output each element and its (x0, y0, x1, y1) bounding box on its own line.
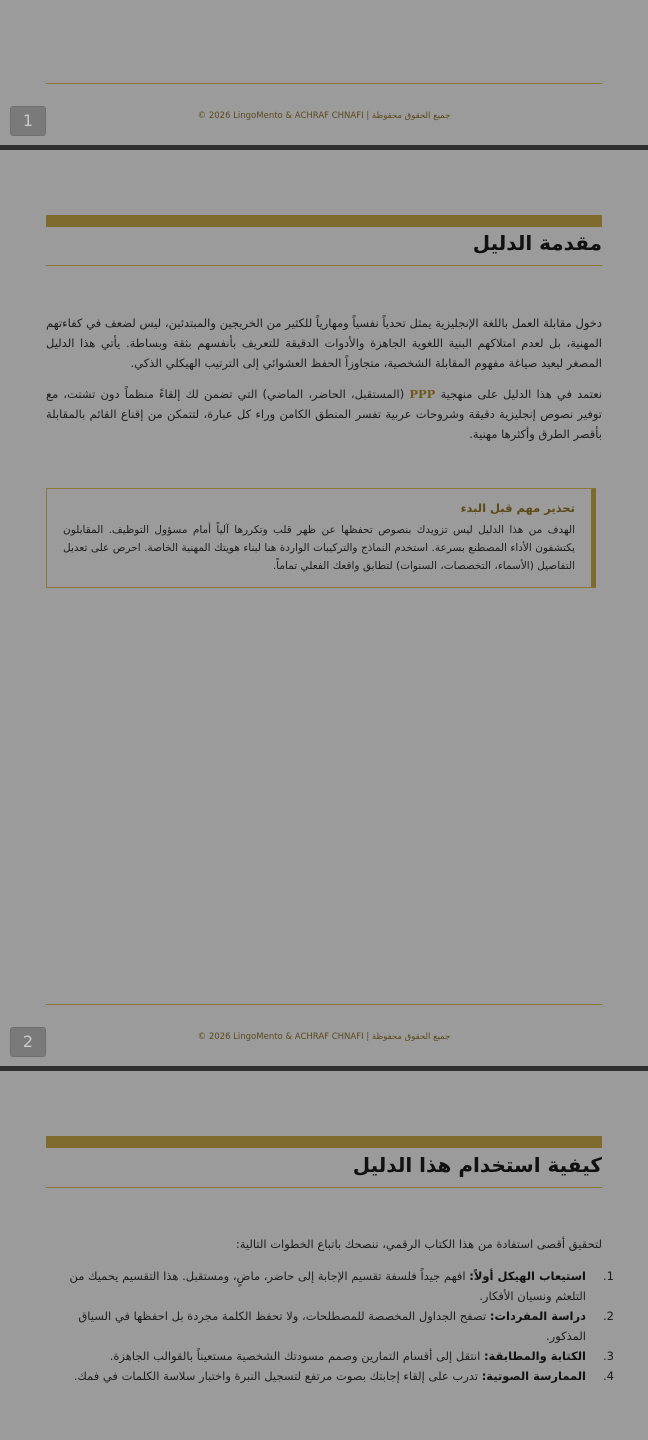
list-item (46, 1266, 614, 1306)
methodology-text-start: نعتمد في هذا الدليل على منهجية (440, 387, 603, 401)
step-label: استيعاب الهيكل أولاً: (469, 1269, 586, 1283)
section-header-bar (46, 1136, 602, 1148)
step-label: دراسة المفردات: (489, 1309, 586, 1323)
title-divider (46, 265, 602, 266)
methodology-paragraph (46, 384, 602, 444)
footer-divider (46, 83, 602, 84)
step-number: 4. (603, 1369, 614, 1383)
step-text: تصفح الجداول المخصصة للمصطلحات، ولا تحفظ الكلمة مجردة بل احفظها في السياق المذكور. (78, 1309, 586, 1343)
page-break (0, 145, 648, 150)
step-number: 1. (603, 1269, 614, 1283)
steps-list (46, 1266, 614, 1386)
list-item (46, 1306, 614, 1346)
footer-divider (46, 1004, 602, 1005)
page-break (0, 1066, 648, 1071)
section-header-bar (46, 215, 602, 227)
footer-copyright: © 2026 LingoMento & ACHRAF CHNAFI | جميع الحقوق محفوظة (197, 1032, 451, 1042)
page-title: كيفية استخدام هذا الدليل (352, 1153, 602, 1177)
intro-paragraph: دخول مقابلة العمل باللغة الإنجليزية يمثل تحدياً نفسياً ومهارياً للكثير من الخريجين والمبتدئين، ليس لضعف في كفاءتهم المهنية، بل لعدم امتلاكهم البنية اللغوية الجاهزة والأدوات الدقيقة للتعريف بأنفسهم بثقة وبساطة. يأتي هذا الدليل المصغر ليعيد صياغة مفهوم المقابلة الشخصية، متجاوزاً الحفظ العشوائي إلى الترتيب الهيكلي الذكي. (46, 316, 602, 370)
step-text: افهم جيداً فلسفة تقسيم الإجابة إلى حاضر، ماضٍ، ومستقبل. هذا التقسيم يحميك من التلعثم ونسيان الأفكار. (69, 1269, 586, 1303)
warning-callout (46, 488, 596, 588)
ppp-highlight: PPP (409, 387, 436, 401)
step-number: 2. (603, 1309, 614, 1323)
step-text: تدرب على إلقاء إجابتك بصوت مرتفع لتسجيل النبرة واختبار سلاسة الكلمات في فمك. (73, 1369, 479, 1383)
page-title: مقدمة الدليل (472, 231, 602, 255)
warning-title: تحذير مهم قبل البدء (460, 501, 575, 515)
page-number-badge: 2 (10, 1027, 46, 1057)
step-label: الكتابة والمطابقة: (483, 1349, 586, 1363)
step-number: 3. (603, 1349, 614, 1363)
step-text: انتقل إلى أقسام التمارين وصمم مسودتك الشخصية مستعيناً بالقوالب الجاهزة. (109, 1349, 481, 1363)
list-item (46, 1346, 614, 1366)
step-label: الممارسة الصوتية: (481, 1369, 586, 1383)
usage-intro: لتحقيق أقصى استفادة من هذا الكتاب الرقمي، ننصحك باتباع الخطوات التالية: (235, 1237, 602, 1251)
warning-body: الهدف من هذا الدليل ليس تزويدك بنصوص تحفظها عن ظهر قلب وتكررها آلياً أمام مسؤول التوظيف. المقابلون يكتشفون الأداء المصطنع بسرعة. استخدم النماذج والتركيبات الواردة هنا لبناء هويتك المهنية الخاصة. احرص على تعديل التفاصيل (الأسماء، التخصصات، السنوات) لتطابق واقعك الفعلي تماماً. (63, 524, 575, 572)
list-item (46, 1366, 614, 1386)
title-divider (46, 1187, 602, 1188)
methodology-text-end: (المستقبل، الحاضر، الماضي) التي تضمن لك إلقاءً منظماً دون تشتت، مع توفير نصوص إنجليزية دقيقة وشروحات عربية تفسر المنطق الكامن وراء كل عبارة، لتتمكن من إقناع القائم بالمقابلة بأقصر الطرق وأكثرها مهنية. (46, 387, 602, 441)
footer-copyright: © 2026 LingoMento & ACHRAF CHNAFI | جميع الحقوق محفوظة (197, 111, 451, 121)
page-number-badge: 1 (10, 106, 46, 136)
